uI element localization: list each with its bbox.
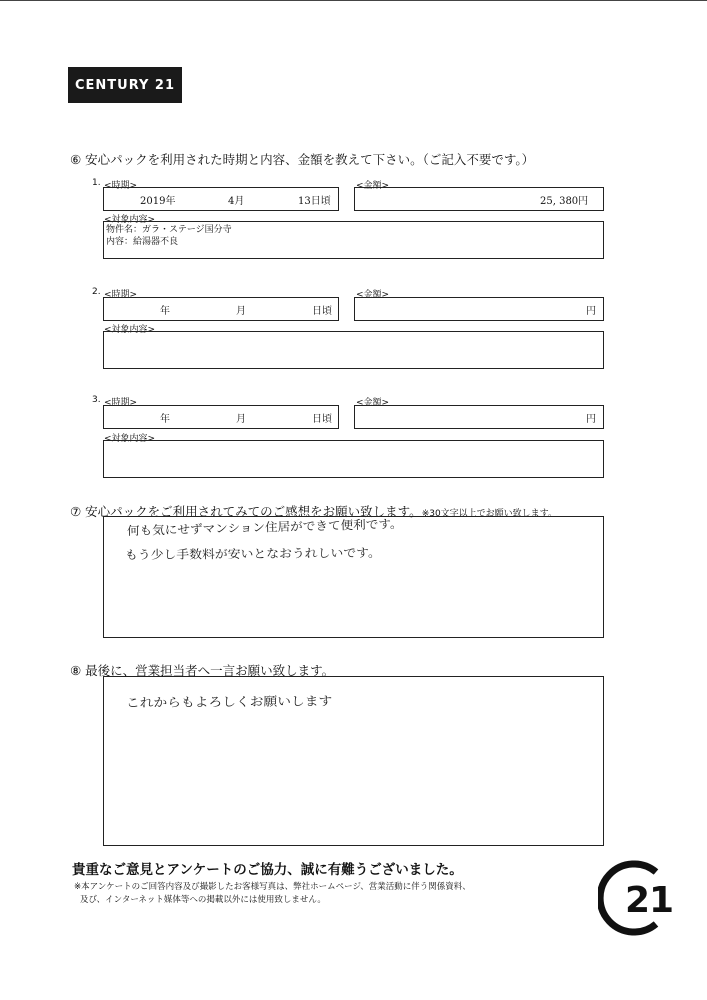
disclaimer-line-1: ※本アンケートのご回答内容及び撮影したお客様写真は、弊社ホームページ、営業活動に伴う関係資料、 — [74, 882, 471, 892]
entry-1-amount-label: <金額> — [356, 181, 390, 191]
entry-3-year: 年 — [160, 414, 170, 425]
q7-title-text: ⑦ 安心パックをご利用されてみてのご感想をお願い致します。 — [70, 504, 422, 519]
disclaimer-line-2: 及び、インターネット媒体等への掲載以外には使用致しません。 — [80, 895, 326, 905]
q7-answer-line-2: もう少し手数料が安いとなおうれしいです。 — [124, 545, 381, 562]
entry-1-content — [106, 224, 232, 248]
century21-emblem-number: 21 — [625, 880, 674, 921]
entry-2-number: 2. — [92, 287, 101, 297]
entry-2-amount-label: <金額> — [356, 290, 390, 300]
entry-1-day: 13日頃 — [298, 196, 331, 207]
entry-2-amount-box[interactable] — [354, 297, 604, 321]
page-top-edge — [0, 0, 707, 4]
entry-3-period-label: <時期> — [104, 398, 138, 408]
entry-2-month: 月 — [236, 306, 246, 317]
q6-title: ⑥ 安心パックを利用された時期と内容、金額を教えて下さい。（ご記入不要です。） — [70, 152, 535, 167]
entry-2-amount: 円 — [586, 306, 596, 317]
entry-1-month: 4月 — [228, 196, 245, 207]
entry-1-period-label: <時期> — [104, 181, 138, 191]
entry-3-day: 日頃 — [312, 414, 332, 425]
entry-1-year: 2019年 — [140, 196, 176, 207]
entry-3-amount: 円 — [586, 414, 596, 425]
thanks-message: 貴重なご意見とアンケートのご協力、誠に有難うございました。 — [72, 862, 463, 878]
entry-3-amount-label: <金額> — [356, 398, 390, 408]
entry-1-content-line: 内容：給湯器不良 — [106, 237, 179, 247]
q8-answer: これからもよろしくお願いします — [125, 693, 333, 710]
entry-2-content-box[interactable] — [103, 331, 604, 369]
entry-2-period-box[interactable] — [103, 297, 339, 321]
entry-3-month: 月 — [236, 414, 246, 425]
entry-2-day: 日頃 — [312, 306, 332, 317]
entry-1-amount: 25, 380円 — [540, 196, 589, 207]
entry-3-content-label: <対象内容> — [104, 434, 156, 444]
entry-1-content-label: <対象内容> — [104, 215, 156, 225]
entry-1-number: 1. — [92, 178, 101, 188]
entry-3-amount-box[interactable] — [354, 405, 604, 429]
entry-2-period-label: <時期> — [104, 290, 138, 300]
entry-3-period-box[interactable] — [103, 405, 339, 429]
entry-3-number: 3. — [92, 395, 101, 405]
q7-answer-line-1: 何も気にせずマンション住居ができて便利です。 — [126, 516, 403, 538]
entry-2-content-label: <対象内容> — [104, 325, 156, 335]
entry-3-content-box[interactable] — [103, 440, 604, 478]
q7-note: ※30文字以上でお願い致します。 — [421, 509, 557, 519]
q8-title: ⑧ 最後に、営業担当者へ一言お願い致します。 — [70, 663, 335, 678]
entry-1-content-line: 物件名：ガラ・ステージ国分寺 — [106, 225, 232, 235]
entry-2-year: 年 — [160, 306, 170, 317]
century21-logo: CENTURY 21 — [68, 67, 182, 103]
